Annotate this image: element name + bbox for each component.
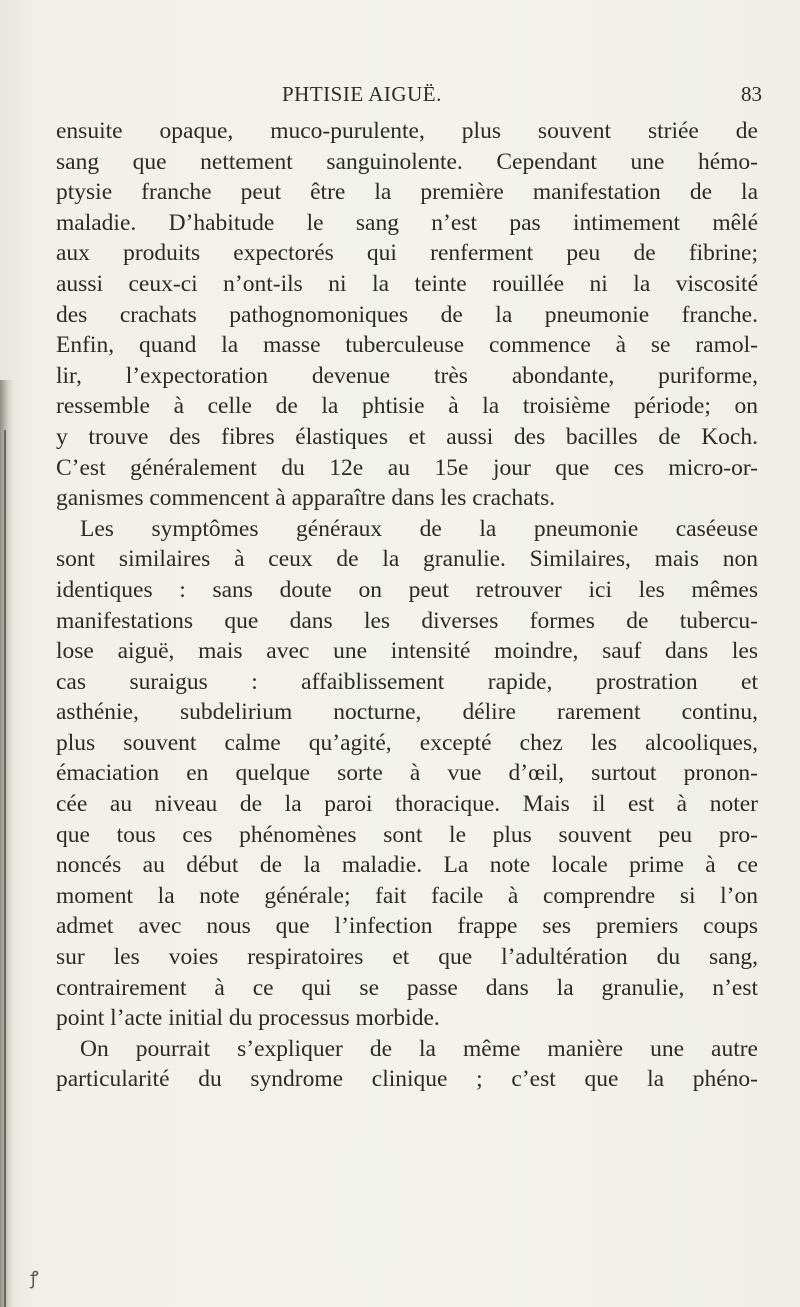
text-line: cas suraigus : affaiblissement rapide, prostration et	[56, 668, 758, 695]
text-line: lir, l’expectoration devenue très abondante, puriforme,	[56, 362, 758, 389]
text-line: ptysie franche peut être la première manifestation de la	[56, 179, 758, 206]
page-number: 83	[741, 82, 762, 106]
text-line: asthénie, subdelirium nocturne, délire rarement continu,	[56, 699, 758, 726]
text-line: manifestations que dans les diverses formes de tubercu-	[56, 607, 758, 634]
text-line: ressemble à celle de la phtisie à la troisième période; on	[56, 393, 758, 420]
text-line: sur les voies respiratoires et que l’adultération du sang,	[56, 944, 758, 971]
text-line: y trouve des fibres élastiques et aussi des bacilles de Koch.	[56, 423, 758, 450]
binding-shadow	[0, 380, 14, 1307]
text-line: moment la note générale; fait facile à comprendre si l’on	[56, 882, 758, 909]
text-line: des crachats pathognomoniques de la pneumonie franche.	[56, 301, 758, 328]
text-line: noncés au début de la maladie. La note locale prime à ce	[56, 852, 758, 879]
text-line: point l’acte initial du processus morbide.	[56, 1005, 440, 1032]
text-line: cée au niveau de la paroi thoracique. Mais il est à noter	[56, 791, 758, 818]
text-line: que tous ces phénomènes sont le plus souvent peu pro-	[56, 821, 758, 848]
text-line: émaciation en quelque sorte à vue d’œil, surtout pronon-	[56, 760, 758, 787]
text-line: sang que nettement sanguinolente. Cependant une hémo-	[56, 148, 758, 175]
page-header	[0, 82, 800, 112]
paragraph-start-line: On pourrait s’expliquer de la même manière une autre	[80, 1035, 758, 1062]
printer-mark: ꝭ	[30, 1268, 39, 1288]
text-line: aux produits expectorés qui renferment peu de fibrine;	[56, 240, 758, 267]
text-line: maladie. D’habitude le sang n’est pas intimement mêlé	[56, 209, 758, 236]
text-line: contrairement à ce qui se passe dans la granulie, n’est	[56, 974, 758, 1001]
text-line: identiques : sans doute on peut retrouver ici les mêmes	[56, 576, 758, 603]
text-line: admet avec nous que l’infection frappe ses premiers coups	[56, 913, 758, 940]
text-line: C’est généralement du 12e au 15e jour que ces micro-or-	[56, 454, 758, 481]
text-line: sont similaires à ceux de la granulie. Similaires, mais non	[56, 546, 758, 573]
text-line: aussi ceux-ci n’ont-ils ni la teinte rouillée ni la viscosité	[56, 270, 758, 297]
binding-edge	[4, 430, 6, 1307]
text-line: plus souvent calme qu’agité, excepté chez les alcooliques,	[56, 729, 758, 756]
text-line: particularité du syndrome clinique ; c’est que la phéno-	[56, 1066, 758, 1093]
body-text	[56, 116, 758, 1095]
paragraph-start-line: Les symptômes généraux de la pneumonie caséeuse	[80, 515, 758, 542]
text-line: ensuite opaque, muco-purulente, plus souvent striée de	[56, 118, 758, 144]
text-line: Enfin, quand la masse tuberculeuse commence à se ramol-	[56, 332, 758, 359]
running-title: PHTISIE AIGUË.	[282, 82, 442, 106]
text-line: ganismes commencent à apparaître dans les crachats.	[56, 485, 556, 512]
text-line: lose aiguë, mais avec une intensité moindre, sauf dans les	[56, 638, 758, 665]
